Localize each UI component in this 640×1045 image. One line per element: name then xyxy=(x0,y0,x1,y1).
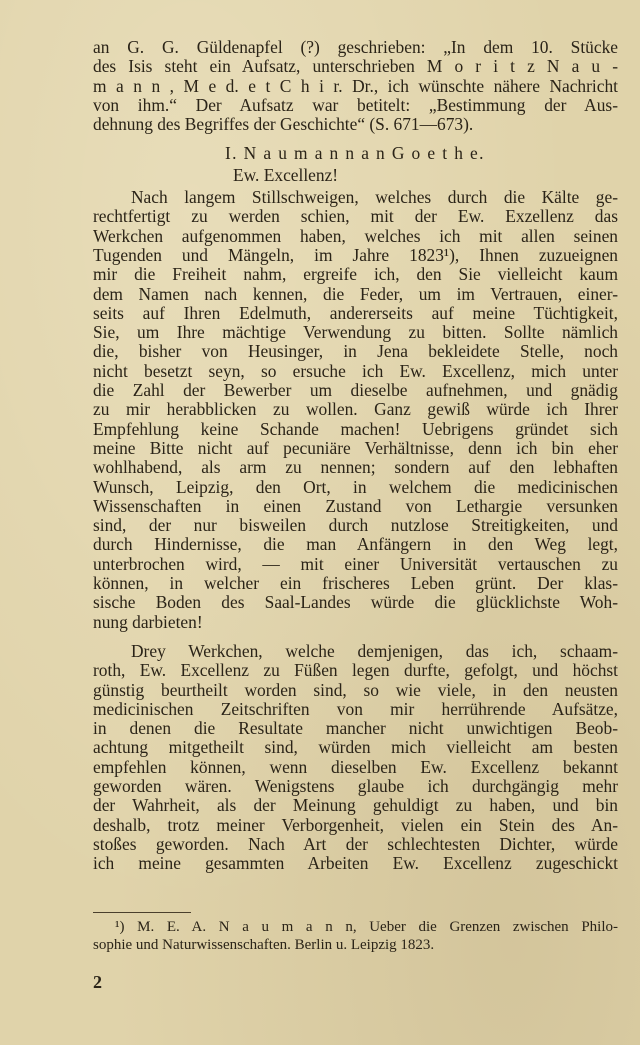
text-line: Wunsch, Leipzig, den Ort, in welchem die medicinischen xyxy=(93,476,618,497)
text-line: roth, Ew. Excellenz zu Füßen legen durfte, gefolgt, und höchst xyxy=(93,660,618,681)
text-line: Werkchen aufgenommen haben, welches ich mit allen seinen xyxy=(93,225,618,246)
footnote-rule xyxy=(93,912,191,913)
footnote xyxy=(93,918,618,954)
text-line: zu mir herabblicken zu wollen. Ganz gewiß würde ich Ihrer xyxy=(93,399,618,420)
text-line: der Wahrheit, als der Meinung gehuldigt zu haben, und bin xyxy=(93,795,618,816)
text-line: nung darbieten! xyxy=(93,611,203,632)
text-line: unterbrochen wird, — mit einer Universität vertauschen zu xyxy=(93,553,618,574)
page-body xyxy=(93,38,618,873)
page-number: 2 xyxy=(93,972,102,992)
text-line: m a n n , M e d. e t C h i r. Dr., ich wünschte nähere Nachricht xyxy=(93,75,618,96)
text-line: rechtfertigt zu werden schien, mit der Ew. Exzellenz das xyxy=(93,206,618,227)
text-line: meine Bitte nicht auf pecuniäre Verhältnisse, denn ich bin eher xyxy=(93,437,618,458)
letter-salutation: Ew. Excellenz! xyxy=(233,164,339,185)
text-line: Drey Werkchen, welche demjenigen, das ich, schaam- xyxy=(131,640,618,661)
text-line: Empfehlung keine Schande machen! Uebrigens gründet sich xyxy=(93,418,618,439)
letter-paragraph-1 xyxy=(93,188,618,632)
text-line: des Isis steht ein Aufsatz, unterschrieben M o r i t z N a u - xyxy=(93,56,618,77)
text-line: können, in welcher ein frischeres Leben grünt. Der klas- xyxy=(93,573,618,594)
text-line: sind, der nur bisweilen durch nutzlose Streitigkeiten, und xyxy=(93,515,618,536)
text-line: wohlhabend, als arm zu nennen; sondern auf den lebhaften xyxy=(93,457,618,478)
text-line: günstig beurtheilt worden sind, so wie viele, in den neusten xyxy=(93,679,618,700)
text-line: sische Boden des Saal-Landes würde die glücklichste Woh- xyxy=(93,592,618,613)
footnote-line: sophie und Naturwissenschaften. Berlin u. Leipzig 1823. xyxy=(93,937,435,953)
text-line: die, bisher von Heusinger, in Jena bekleidete Stelle, noch xyxy=(93,341,618,362)
text-line: deshalb, trotz meiner Verborgenheit, vielen ein Stein des An- xyxy=(93,814,618,835)
text-line: medicinischen Zeitschriften von mir herrührende Aufsätze, xyxy=(93,698,618,719)
text-line: Sie, um Ihre mächtige Verwendung zu bitten. Sollte nämlich xyxy=(93,322,618,343)
text-line: empfehlen können, wenn dieselben Ew. Excellenz bekannt xyxy=(93,756,618,777)
text-line: dem Namen nach kennen, die Feder, um im Vertrauen, einer- xyxy=(93,283,618,304)
text-line: Tugenden und Mängeln, im Jahre 1823¹), Ihnen zuzueignen xyxy=(93,244,618,265)
text-line: nicht besetzt seyn, so ersuche ich Ew. Excellenz, mich unter xyxy=(93,360,618,381)
text-line: von ihm.“ Der Aufsatz war betitelt: „Bestimmung der Aus- xyxy=(93,94,618,115)
text-line: geworden wären. Wenigstens glaube ich durchgängig mehr xyxy=(93,775,618,796)
text-line: Nach langem Stillschweigen, welches durch die Kälte ge- xyxy=(131,187,618,208)
intro-text xyxy=(93,38,618,134)
text-line: achtung mitgetheilt sind, würden mich vielleicht am besten xyxy=(93,737,618,758)
text-line: mir die Freiheit nahm, ergreife ich, den Sie vielleicht kaum xyxy=(93,264,618,285)
letter-paragraph-2 xyxy=(93,642,618,874)
text-line: stoßes geworden. Nach Art der schlechtesten Dichter, würde xyxy=(93,833,618,854)
text-line: durch Hindernisse, die man Anfängern in den Weg legt, xyxy=(93,534,618,555)
text-line: die Zahl der Bewerber um dieselbe aufnehmen, und gnädig xyxy=(93,380,618,401)
text-line: in denen die Resultate mancher nicht unwichtigen Beob- xyxy=(93,718,618,739)
text-line: dehnung des Begriffes der Geschichte“ (S. 671—673). xyxy=(93,114,474,135)
text-line: ich meine gesammten Arbeiten Ew. Excellenz zugeschickt xyxy=(93,853,618,874)
footnote-line: ¹) M. E. A. N a u m a n n, Ueber die Grenzen zwischen Philo- xyxy=(115,919,618,935)
text-line: Wissenschaften in einen Zustand von Lethargie versunken xyxy=(93,495,618,516)
text-line: an G. G. Güldenapfel (?) geschrieben: „In dem 10. Stücke xyxy=(93,37,618,57)
letter-heading: I. N a u m a n n a n G o e t h e. xyxy=(225,143,485,164)
text-line: seits auf Ihren Edelmuth, andererseits auf meine Tüchtigkeit, xyxy=(93,302,618,323)
